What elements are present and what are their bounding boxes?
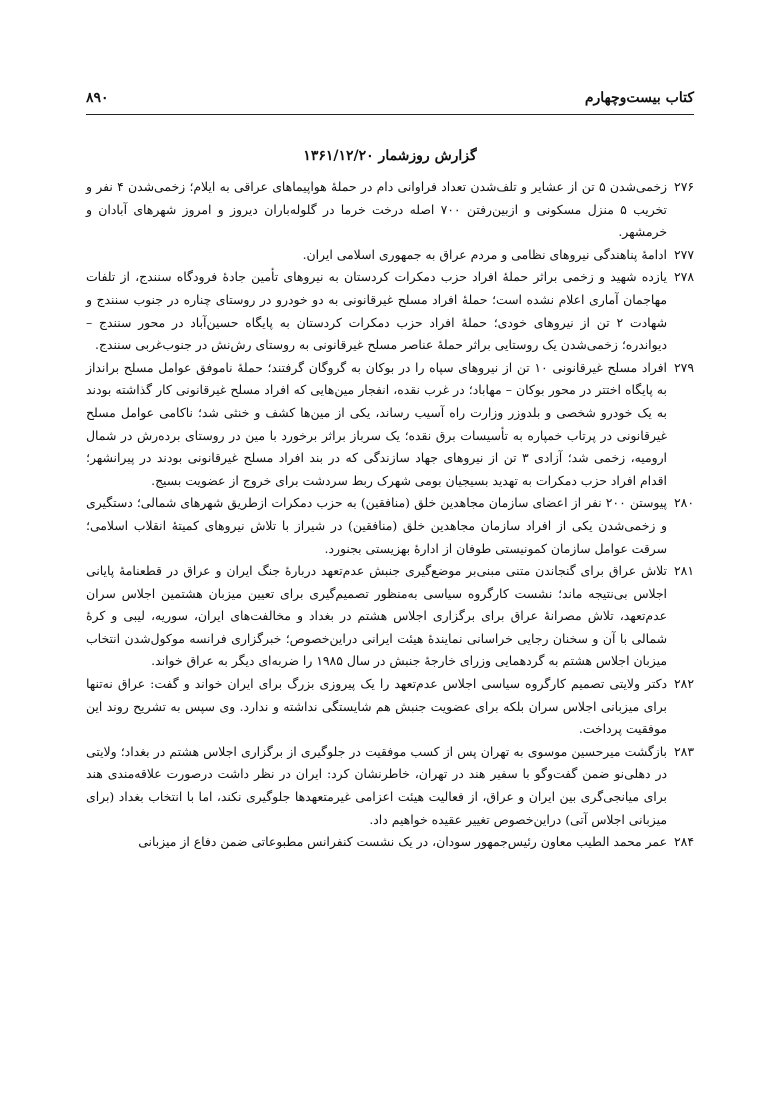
report-entry xyxy=(86,831,694,854)
report-entry xyxy=(86,266,694,356)
report-entry xyxy=(86,673,694,741)
entry-text: یازده شهید و زخمی براثر حملهٔ افراد حزب دمکرات کردستان به نیروهای تأمین جادهٔ فرودگاه سنندج، از تلفات مهاجمان آماری اعلام نشده است؛ حملهٔ افراد مسلح غیرقانونی به دو خودرو در روستای چناره در جنوب سنندج و شهادت ۲ تن از نیروهای خودی؛ حملهٔ افراد حزب دمکرات کردستان به پایگاه حسین‌آباد در محور سنندج – دیواندره؛ زخمی‌شدن یک روستایی براثر حملهٔ عناصر مسلح غیرقانونی به روستای رش‌نش در جنوب‌غربی سنندج. xyxy=(86,269,667,353)
entry-text: ادامهٔ پناهندگی نیروهای نظامی و مردم عراق به جمهوری اسلامی ایران. xyxy=(302,246,667,262)
book-title: کتاب بیست‌وچهارم xyxy=(584,90,694,106)
entry-number: ۲۸۴ xyxy=(674,834,694,850)
report-entry xyxy=(86,560,694,673)
entry-number: ۲۷۶ xyxy=(674,179,695,194)
report-entry xyxy=(86,244,694,267)
entry-text: افراد مسلح غیرقانونی ۱۰ تن از نیروهای سپاه را در بوکان به گروگان گرفتند؛ حملهٔ ناموفق عوامل مسلح برانداز به پایگاه اختتر در محور بوکان – مهاباد؛ در غرب نقده، انفجار مین‌هایی که افراد مسلح غیرقانونی کار گذاشته بودند به یک خودرو شخصی و بلدوزر وزارت راه آسیب رساند، یکی از مین‌ها کشف و خنثی شد؛ ناکامی عوامل مسلح غیرقانونی در پرتاب خمپاره به تأسیسات برق نقده؛ یک سرباز براثر برخورد با مین در روستای بردەرش در شمال ارومیه، زخمی شد؛ آزادی ۳ تن از نیروهای جهاد سازندگی که در بند افراد مسلح غیرقانونی بودند در پیرانشهر؛ اقدام افراد حزب دمکرات به تهدید بسیجیان بومی شهرک ربط سردشت برای خروج از عضویت بسیج. xyxy=(86,359,667,488)
report-entry xyxy=(86,492,694,560)
entry-number: ۲۷۹ xyxy=(674,359,694,375)
report-entry xyxy=(86,176,694,244)
entry-number: ۲۸۳ xyxy=(674,743,694,759)
entry-number: ۲۷۷ xyxy=(674,246,694,262)
entry-text: بازگشت میرحسین موسوی به تهران پس از کسب موفقیت در جلوگیری از برگزاری اجلاس هشتم در بغداد؛ ولایتی در دهلی‌نو ضمن گفت‌وگو با سفیر هند در تهران، خاطرنشان کرد: ایران در نظر داشت درصورت علاقه‌مندی هند برای میانجی‌گری بین ایران و عراق، از فعالیت هیئت اعزامی غیرمتعهدها جلوگیری نکند، اما با انتخاب بغداد (برای میزبانی اجلاس آتی) دراین‌خصوص تغییر عقیده خواهیم داد. xyxy=(86,743,667,827)
document-page xyxy=(86,0,694,1110)
entry-text: تلاش عراق برای گنجاندن متنی مبنی‌بر موضع‌گیری جنبش عدم‌تعهد دربارهٔ جنگ ایران و عراق در قطعنامهٔ پایانی اجلاس بی‌نتیجه ماند؛ نشست کارگروه سیاسی به‌منظور تصمیم‌گیری برای تعیین میزبان هشتمین اجلاس سران عدم‌تعهد، تلاش مصرانهٔ عراق برای برگزاری اجلاس هشتم در بغداد و مخالفت‌های ایران، سوریه، لیبی و کرهٔ شمالی با آن و سخنان رجایی خراسانی نمایندهٔ هیئت ایرانی دراین‌خصوص؛ خبرگزاری فرانسه موکول‌شدن انتخاب میزبان اجلاس هشتم به گردهمایی وزرای خارجهٔ جنبش در سال ۱۹۸۵ را ضربه‌ای دیگر به عراق خواند. xyxy=(86,563,667,669)
entry-text: پیوستن ۲۰۰ نفر از اعضای سازمان مجاهدین خلق (منافقین) به حزب دمکرات ازطریق شهرهای شمالی؛ دستگیری و زخمی‌شدن یکی از افراد سازمان مجاهدین خلق (منافقین) در شیراز با تلاش نیروهای کمیتهٔ انقلاب اسلامی؛ سرقت عوامل سازمان کمونیستی طوفان از ادارهٔ بهزیستی بجنورد. xyxy=(86,495,667,556)
entry-text: عمر محمد الطیب معاون رئیس‌جمهور سودان، در یک نشست کنفرانس مطبوعاتی ضمن دفاع از میزبانی xyxy=(138,834,667,850)
entry-text: زخمی‌شدن ۵ تن از عشایر و تلف‌شدن تعداد فراوانی دام در حملهٔ هواپیماهای عراقی به ایلام؛ زخمی‌شدن ۴ نفر و تخریب ۵ منزل مسکونی و ازبین‌رفتن ۷۰۰ اصله درخت خرما در گلوله‌باران دیروز و امروز شهرهای آبادان و خرمشهر. xyxy=(86,179,668,240)
entry-number: ۲۷۸ xyxy=(674,269,694,285)
header-rule xyxy=(86,114,694,115)
report-entry xyxy=(86,741,694,831)
entry-number: ۲۸۲ xyxy=(674,676,694,692)
page-number: ۸۹۰ xyxy=(86,90,109,106)
entry-number: ۲۸۰ xyxy=(674,495,694,511)
report-entry xyxy=(86,357,694,493)
running-header xyxy=(86,90,694,114)
report-entries xyxy=(86,176,694,854)
entry-text: دکتر ولایتی تصمیم کارگروه سیاسی اجلاس عدم‌تعهد را یک پیروزی بزرگ برای ایران خواند و گفت: عراق نه‌تنها برای میزبانی اجلاس سران بلکه برای عضویت جنبش هم شایستگی نداشته و ندارد. وی سپس به تشریح روند این موفقیت پرداخت. xyxy=(86,676,667,737)
report-title: گزارش روزشمار ۱۳۶۱/۱۲/۲۰ xyxy=(303,148,477,164)
entry-number: ۲۸۱ xyxy=(674,563,694,579)
